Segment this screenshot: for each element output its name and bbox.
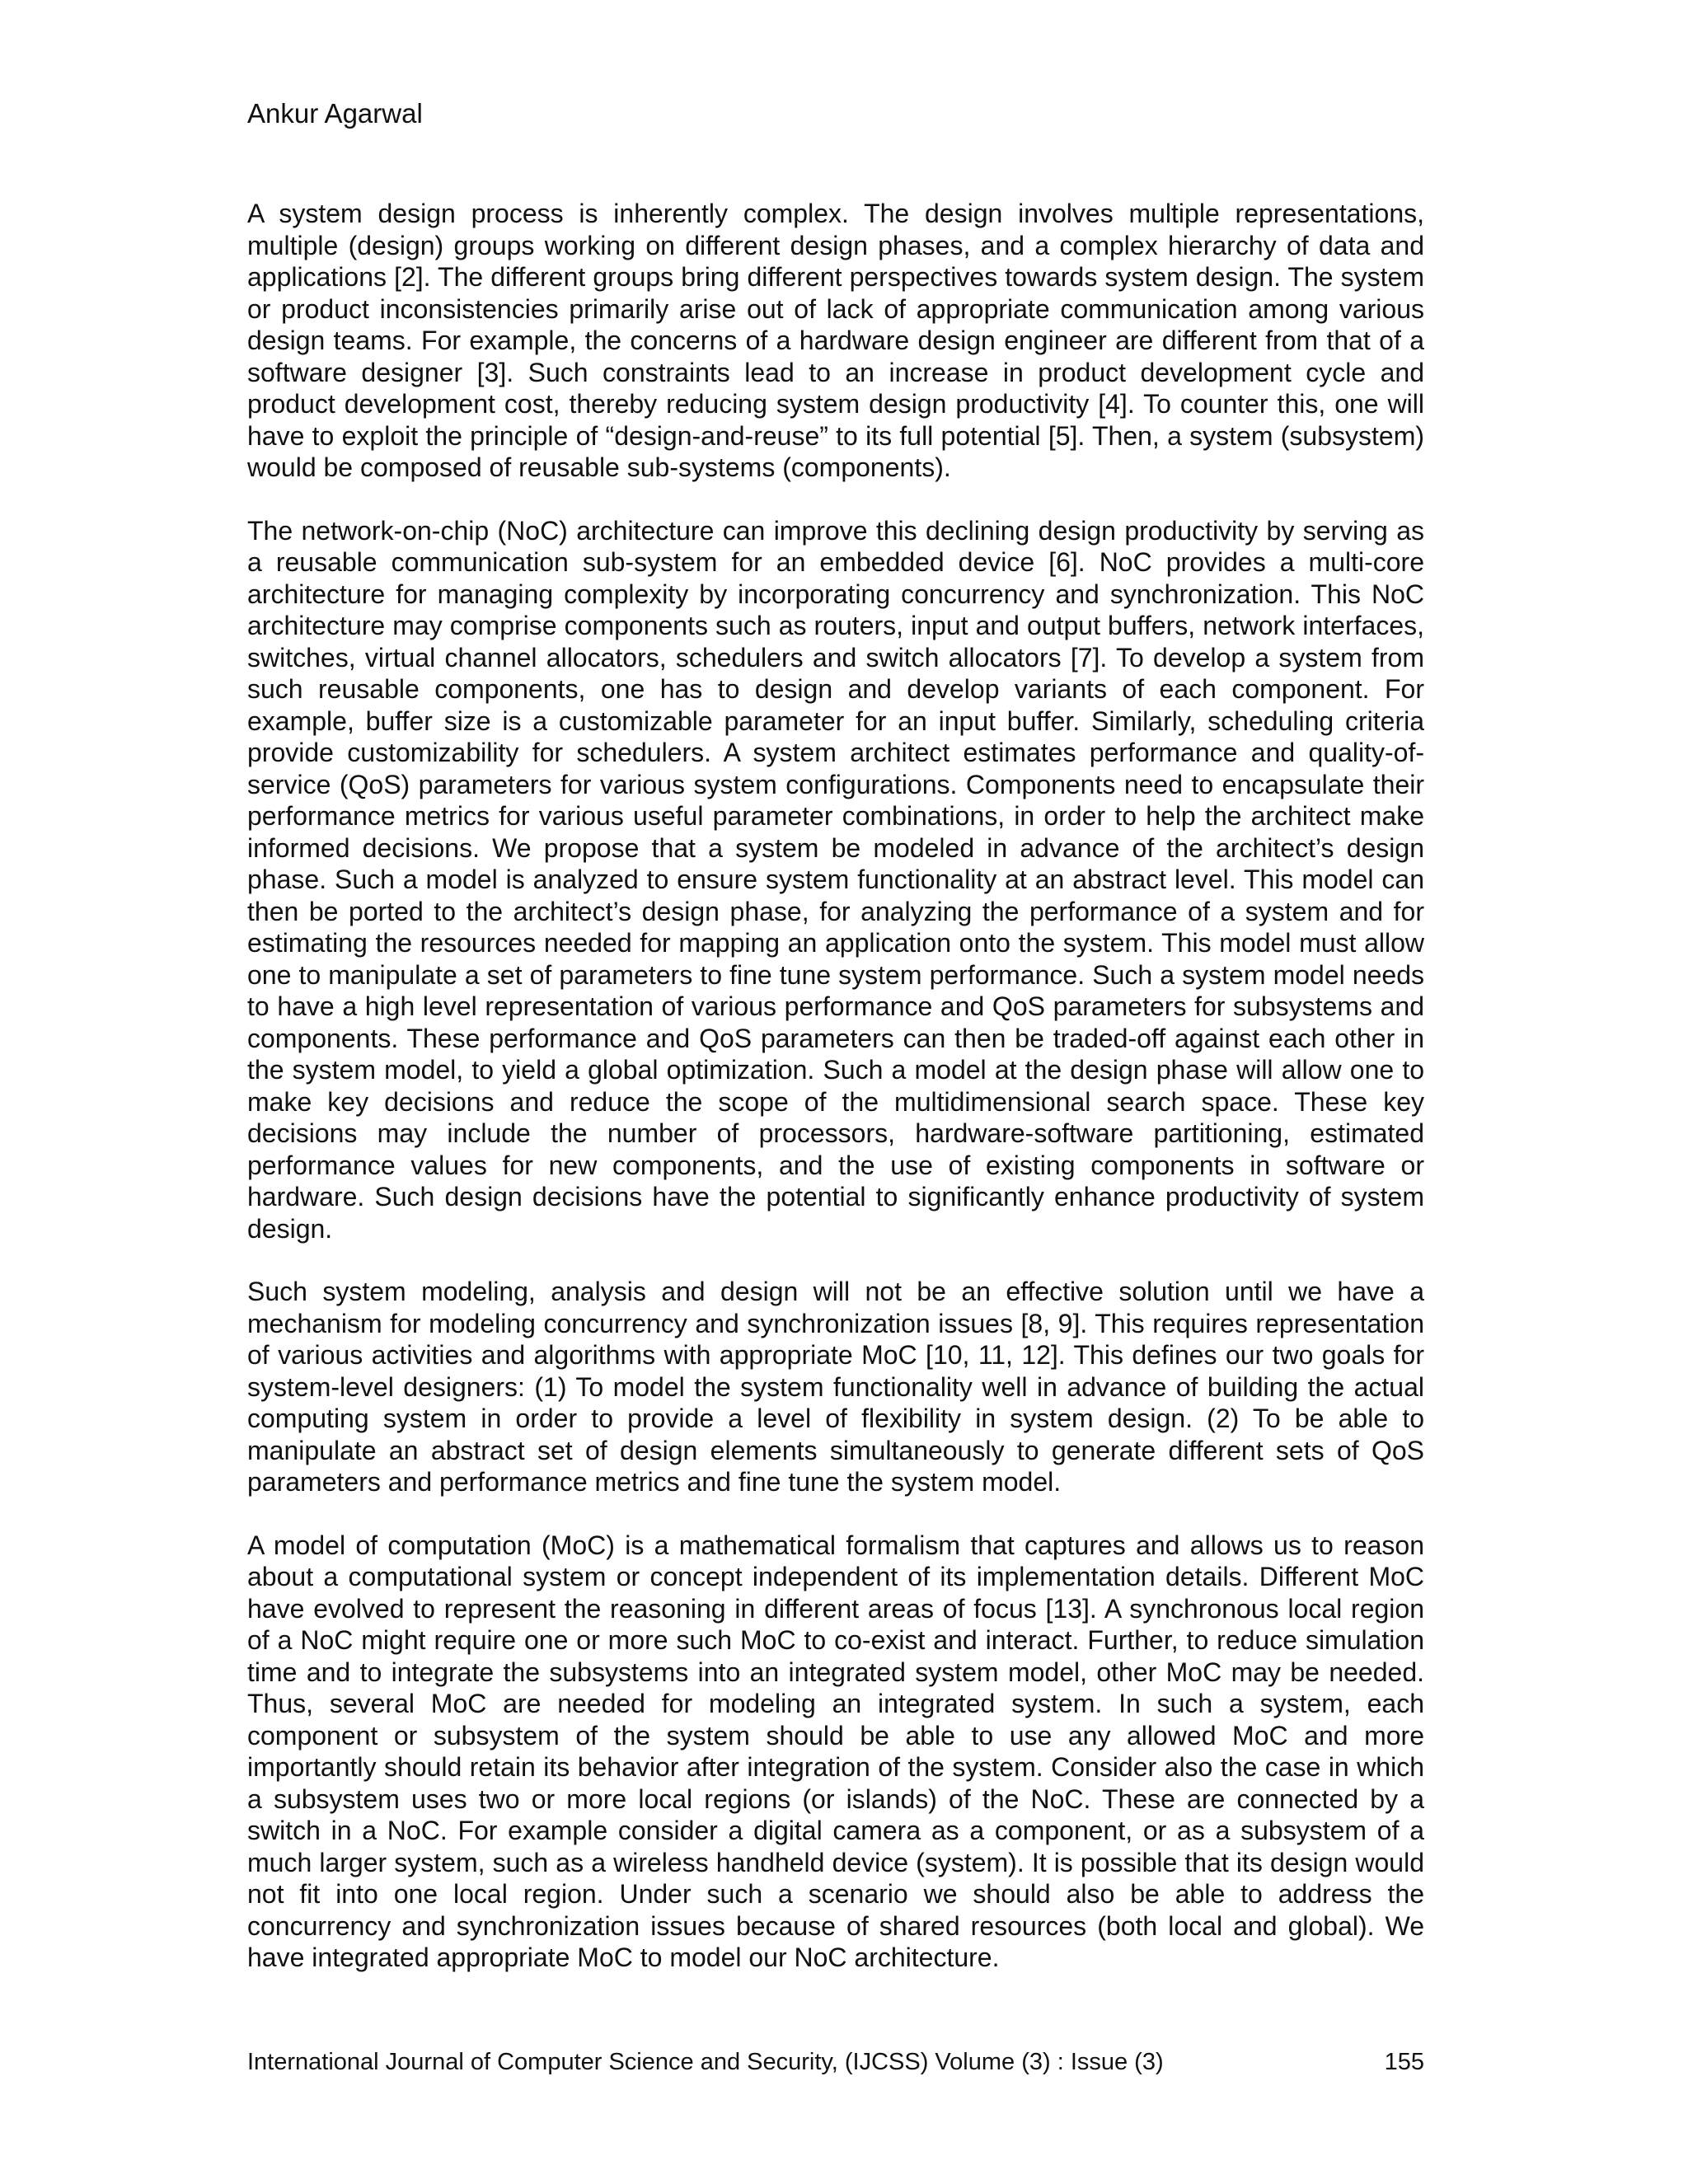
body-text — [247, 198, 1424, 2005]
paragraph-model-of-computation: A model of computation (MoC) is a mathematical formalism that captures and allows us to reason about a computational system or concept independent of its implementation details. Different MoC have evolved to represent the reasoning in different areas of focus [13]. A synchronous local region of a NoC might require one or more such MoC to co-exist and interact. Further, to reduce simulation time and to integrate the subsystems into an integrated system model, other MoC may be needed. Thus, several MoC are needed for modeling an integrated system. In such a system, each component or subsystem of the system should be able to use any allowed MoC and more importantly should retain its behavior after integration of the system. Consider also the case in which a subsystem uses two or more local regions (or islands) of the NoC. These are connected by a switch in a NoC. For example consider a digital camera as a component, or as a subsystem of a much larger system, such as a wireless handheld device (system). It is possible that its design would not fit into one local region. Under such a scenario we should also be able to address the concurrency and synchronization issues because of shared resources (both local and global). We have integrated appropriate MoC to model our NoC architecture. — [247, 1530, 1424, 1972]
page-number: 155 — [1384, 2049, 1424, 2075]
paragraph-system-modeling: Such system modeling, analysis and design will not be an effective solution until we have a mechanism for modeling concurrency and synchronization issues [8, 9]. This requires representation of various activities and algorithms with appropriate MoC [10, 11, 12]. This defines our two goals for system-level designers: (1) To model the system functionality well in advance of building the actual computing system in order to provide a level of flexibility in system design. (2) To be able to manipulate an abstract set of design elements simultaneously to generate different sets of QoS parameters and performance metrics and fine tune the system model. — [247, 1277, 1424, 1497]
paragraph-design-process: A system design process is inherently complex. The design involves multiple representations, multiple (design) groups working on different design phases, and a complex hierarchy of data and applications [2]. The different groups bring different perspectives towards system design. The system or product inconsistencies primarily arise out of lack of appropriate communication among various design teams. For example, the concerns of a hardware design engineer are different from that of a software designer [3]. Such constraints lead to an increase in product development cycle and product development cost, thereby reducing system design productivity [4]. To counter this, one will have to exploit the principle of “design-and-reuse” to its full potential [5]. Then, a system (subsystem) would be composed of reusable sub-systems (components). — [247, 199, 1424, 482]
paragraph-noc-architecture: The network-on-chip (NoC) architecture can improve this declining design productivity by serving as a reusable communication sub-system for an embedded device [6]. NoC provides a multi-core architecture for managing complexity by incorporating concurrency and synchronization. This NoC architecture may comprise components such as routers, input and output buffers, network interfaces, switches, virtual channel allocators, schedulers and switch allocators [7]. To develop a system from such reusable components, one has to design and develop variants of each component. For example, buffer size is a customizable parameter for an input buffer. Similarly, scheduling criteria provide customizability for schedulers. A system architect estimates performance and quality-of-service (QoS) parameters for various system configurations. Components need to encapsulate their performance metrics for various useful parameter combinations, in order to help the architect make informed decisions. We propose that a system be modeled in advance of the architect’s design phase. Such a model is analyzed to ensure system functionality at an abstract level. This model can then be ported to the architect’s design phase, for analyzing the performance of a system and for estimating the resources needed for mapping an application onto the system. This model must allow one to manipulate a set of parameters to fine tune system performance. Such a system model needs to have a high level representation of various performance and QoS parameters for subsystems and components. These performance and QoS parameters can then be traded-off against each other in the system model, to yield a global optimization. Such a model at the design phase will allow one to make key decisions and reduce the scope of the multidimensional search space. These key decisions may include the number of processors, hardware-software partitioning, estimated performance values for new components, and the use of existing components in software or hardware. Such design decisions have the potential to significantly enhance productivity of system design. — [247, 515, 1424, 1244]
footer-journal-citation: International Journal of Computer Science and Security, (IJCSS) Volume (3) : Issue (3) — [247, 2049, 1164, 2075]
running-head-author: Ankur Agarwal — [247, 98, 423, 129]
